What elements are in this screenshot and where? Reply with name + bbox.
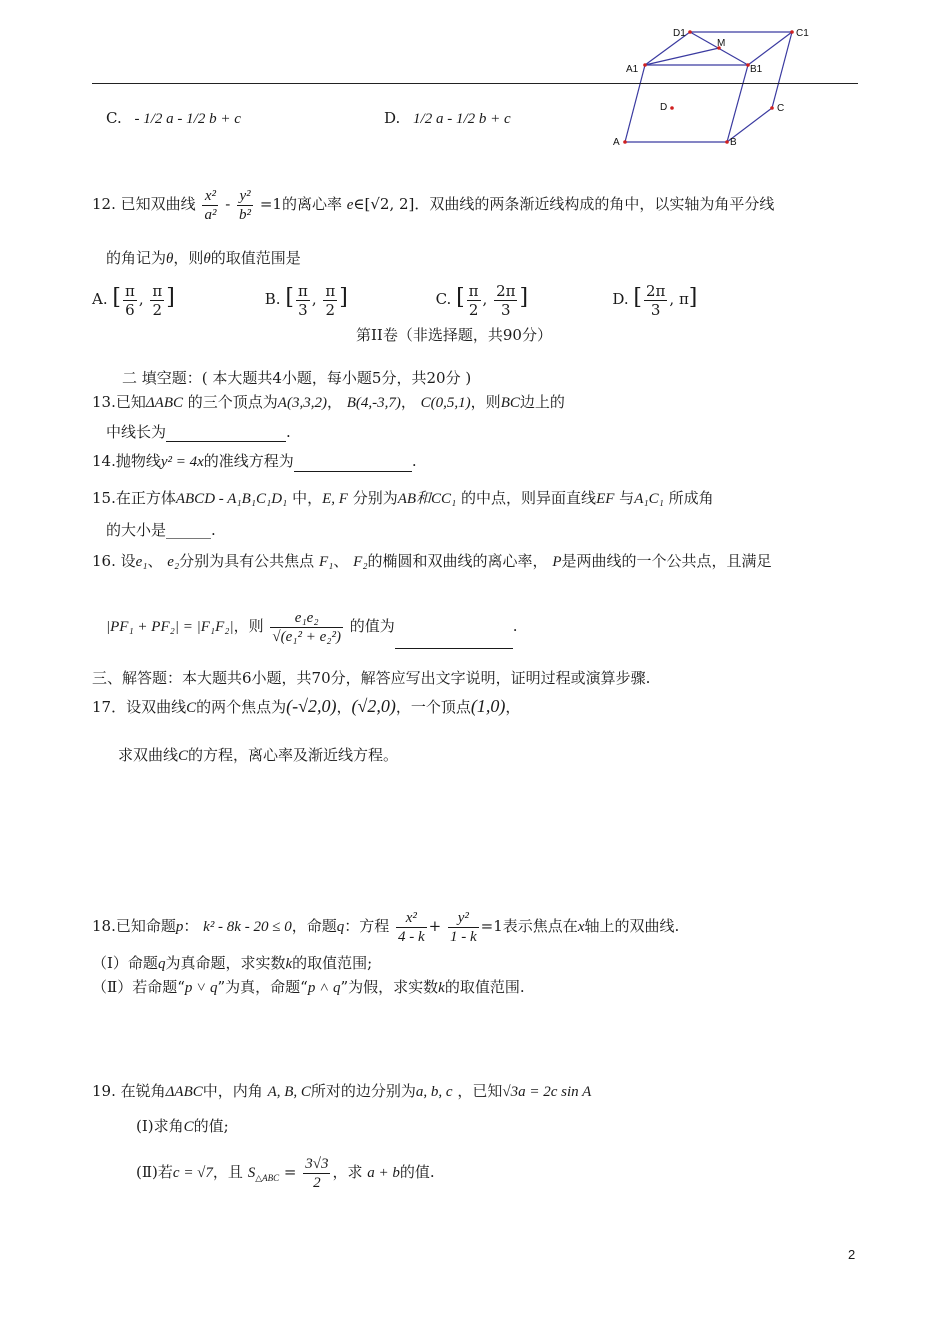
q11-option-d: D. 1/2 a - 1/2 b + c — [384, 109, 511, 127]
q18-line1: 18.已知命题p： k² - 8k - 20 ≤ 0，命题q：方程 $\frac{\text{x²}}{4 - k}$ + $\frac{\text{y²}}{1 - k}$ =1表示焦点在x轴上的双曲线. — [92, 909, 680, 945]
label-a: A — [613, 137, 620, 148]
label-m: M — [717, 38, 726, 49]
q18-part2: （Ⅱ）若命题“p ˅ q”为真，命题“p ˄ q”为假，求实数k的取值范围. — [92, 978, 525, 996]
q12-option-c: C. [ $\frac{\pi}{2}$ , $\frac{2\pi}{3}$ ] — [435, 281, 529, 319]
parallelepiped-figure — [600, 20, 830, 150]
q11-option-c: C. - 1/2 a - 1/2 b + c — [106, 109, 241, 127]
q13-line1: 13.已知ΔABC 的三个顶点为A(3,3,2)， B(4,-3,7)， C(0,5,1)，则BC边上的 — [92, 393, 565, 411]
label-a1: A1 — [626, 64, 639, 75]
header-rule — [92, 83, 858, 84]
q16-line1: 16. 设e₁、 e₂分别为具有公共焦点 F₁、 F₂的椭圆和双曲线的离心率， P是两曲线的一个公共点，且满足 — [92, 552, 772, 570]
q15-line2: 的大小是______. — [106, 521, 216, 539]
q12-option-a: A. [ $\frac{\pi}{6}$ , $\frac{\pi}{2}$ ] — [92, 281, 175, 319]
label-c1: C1 — [796, 28, 809, 39]
label-c: C — [777, 103, 785, 114]
label-b1: B1 — [750, 64, 763, 75]
q19-line1: 19. 在锐角ΔABC中，内角 A, B, C所对的边分别为a, b, c ，已知√3a = 2c sin A — [92, 1082, 592, 1100]
label-b: B — [730, 137, 737, 148]
page-number: 2 — [848, 1247, 856, 1262]
part2-title: 第II卷（非选择题，共90分） — [356, 326, 552, 344]
q14: 14.抛物线y² = 4x的准线方程为 . — [92, 452, 417, 470]
q18-part1: （Ⅰ）命题q为真命题，求实数k的取值范围; — [92, 954, 373, 972]
label-d: D — [660, 102, 668, 113]
label-d1: D1 — [673, 28, 686, 39]
q19-part2: (Ⅱ)若c = √7，且 $S_{\triangle ABC}$ = $\frac{3√3}{2}$ ，求 a + b的值. — [136, 1155, 435, 1191]
q11-option-c-expr: - 1/2 a - 1/2 b + c — [134, 111, 241, 127]
q12-option-b: B. [ $\frac{\pi}{3}$ , $\frac{\pi}{2}$ ] — [264, 281, 348, 319]
q12-line2: 的角记为θ，则θ的取值范围是 — [106, 249, 301, 267]
q13-line2: 中线长为 . — [106, 423, 291, 441]
q11-option-d-expr: 1/2 a - 1/2 b + c — [413, 111, 511, 127]
section3-heading: 三、解答题：本大题共6小题，共70分，解答应写出文字说明，证明过程或演算步骤. — [92, 669, 651, 687]
q15-line1: 15.在正方体ABCD - A₁B₁C₁D₁ 中，E, F 分别为AB和CC₁ 的中点，则异面直线EF 与A₁C₁ 所成角 — [92, 489, 714, 507]
section2-heading: 二 填空题：( 本大题共4小题，每小题5分，共20分 ) — [122, 369, 472, 387]
q12-option-d: D. [ $\frac{2\pi}{3}$ , π] — [612, 281, 698, 319]
q17-line2: 求双曲线C的方程，离心率及渐近线方程。 — [118, 746, 399, 764]
q12-line1: 12. 已知双曲线 $\frac{\text{x²}}{\text{a²}}$ - $\frac{\text{y²}}{\text{b²}}$ =1的离心率 e∈[√2, 2]．双曲线的两条渐近线构成的角中，以实轴为角平分线 — [92, 187, 775, 223]
q17-line1: 17．设双曲线C的两个焦点为(-√2,0)，(√2,0)，一个顶点(1,0)， — [92, 696, 521, 716]
q12-options — [92, 276, 697, 321]
q19-part1: (Ⅰ)求角C的值; — [136, 1117, 229, 1135]
q16-line2: |PF₁ + PF₂| = |F₁F₂|，则 $\frac{\text{e₁e₂}}{\text{√(e₁² + e₂²)}}$ 的值为 . — [106, 604, 518, 649]
